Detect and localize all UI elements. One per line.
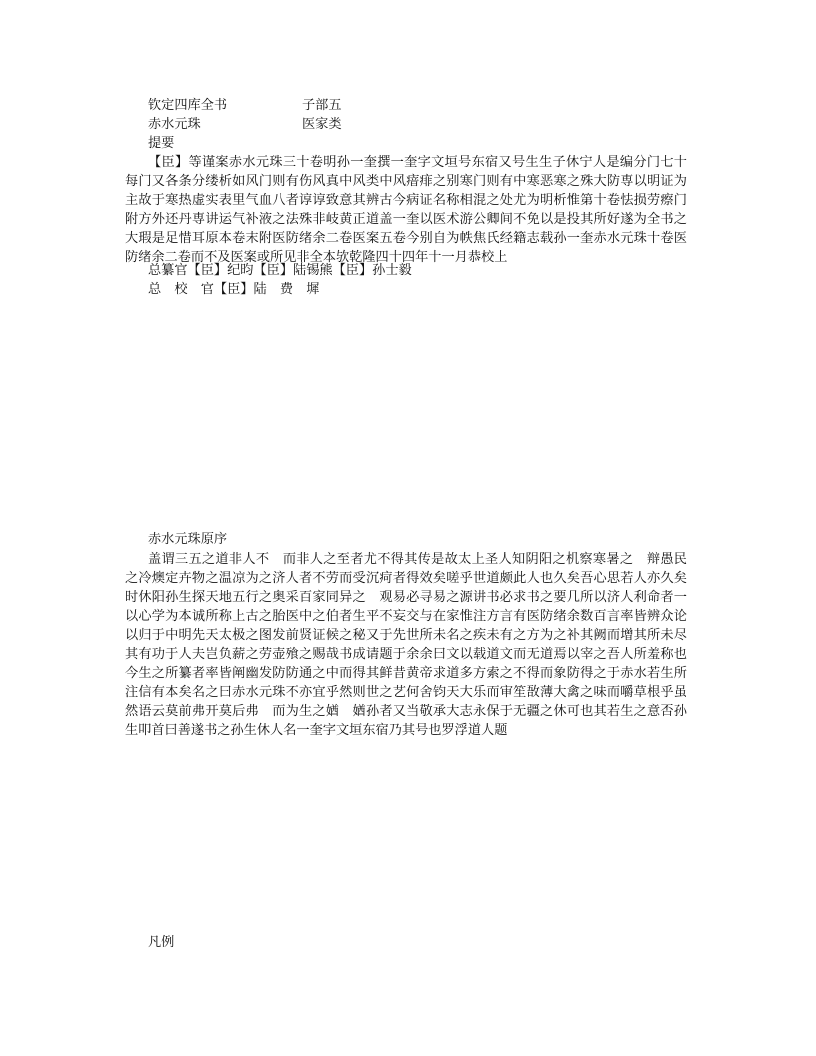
summary-paragraph: 【臣】等谨案赤水元珠三十卷明孙一奎撰一奎字文垣号东宿又号生生子休宁人是编分门七十每门又各条分缕析如风门则有伤风真中风类中风瘖痱之别寒门则有中寒恶寒之殊大防専以明证为主故于寒热虚实表里气血八者谆谆致意其辨古今病证名称相混之处尤为明析惟第十卷怯损劳瘵门附方外还丹専讲运气补液之法殊非岐黄正道盖一奎以医术游公卿间不免以是投其所好遂为全书之大瑕是足惜耳原本卷末附医防绪余二卷医案五卷今别自为帙焦氏经籍志载孙一奎赤水元珠十卷医防绪余二卷而不及医案或所见非全本欤乾隆四十四年十一月恭校上 (125, 155, 687, 265)
next-section-heading: 凡例 (148, 935, 175, 950)
category-label: 医家类 (302, 117, 342, 132)
proofreader-line: 总 校 官【臣】陆 费 墀 (148, 282, 320, 297)
chief-compilers-line: 总纂官【臣】纪昀【臣】陆锡熊【臣】孙士毅 (148, 263, 412, 278)
section-label: 子部五 (302, 98, 342, 113)
preface-paragraph: 盖谓三五之道非人不 而非人之至者尤不得其传是故太上圣人知阴阳之机察寒暑之 辩愚民之冷燠定卉物之温凉为之济人者不劳而受沉疴者得效矣嗟乎世道颇此人也久矣吾心思若人亦久矣时休阳孙生探天地五行之奥采百家同异之 观易必寻易之源讲书必求书之要几所以济人利命者一以心学为本诚所称上古之胎医中之伯者生平不妄交与在家惟注方言有医防绪余数百言率皆辨众论以归于中明先天太极之图发前贤证候之秘又于先世所未名之疾未有之方为之补其阙而增其所未尽其有功于人夫岂负薪之劳壶飱之赐哉书成请题于余余曰文以载道文而无道焉以宰之吾人所羞称也今生之所纂者率皆阐幽发防防通之中而得其鲜昔黄帝求道多方索之不得而象防得之于赤水若生所注信有本矣名之曰赤水元珠不亦宜乎然则世之艺何舍钧天大乐而审笙敔薄大禽之味而嚼草根乎虽然语云莫前弗开莫后弗 而为生之媨 媨孙者又当敬承大志永保于无疆之休可也其若生之意否孙生叩首曰善遂书之孙生休人名一奎字文垣东宿乃其号也罗浮道人题 (125, 552, 687, 738)
book-title: 赤水元珠 (148, 117, 201, 132)
summary-heading: 提要 (148, 136, 175, 151)
preface-title: 赤水元珠原序 (148, 532, 228, 547)
collection-title: 钦定四库全书 (148, 98, 228, 113)
